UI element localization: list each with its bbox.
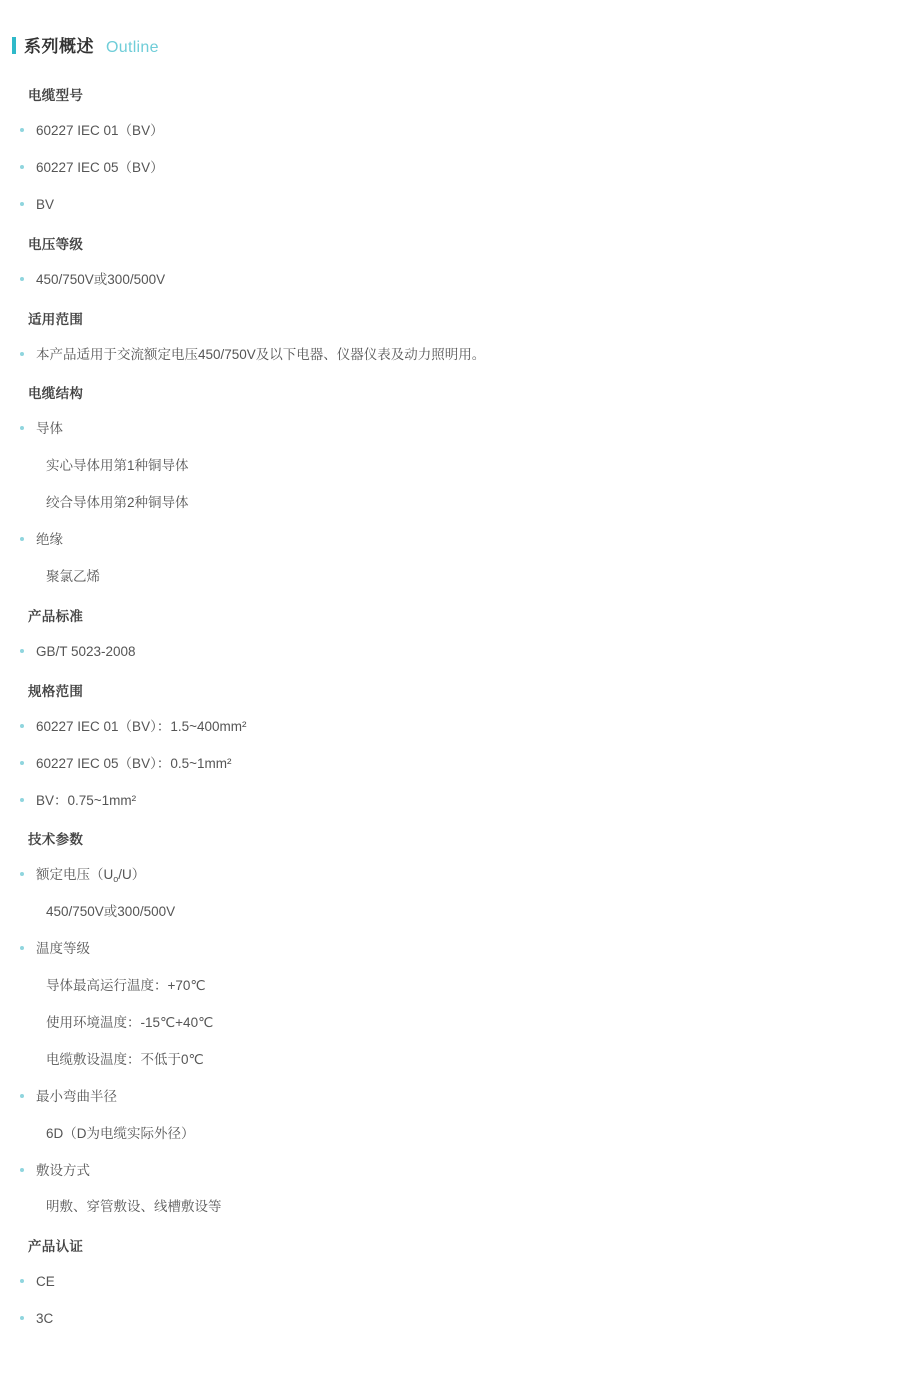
bullet-item: 绝缘 xyxy=(18,522,900,559)
group-title: 适用范围 xyxy=(28,311,84,327)
bullet-item: 450/750V或300/500V xyxy=(18,262,900,299)
group-title: 规格范围 xyxy=(28,683,84,699)
detail-text: 导体最高运行温度：+70℃ xyxy=(46,978,206,994)
group-title: 产品标准 xyxy=(28,608,84,624)
bullet-item: 3C xyxy=(18,1301,900,1338)
detail-text: 明敷、穿管敷设、线槽敷设等 xyxy=(46,1199,222,1215)
outline-group xyxy=(18,596,900,671)
bullet-item: 本产品适用于交流额定电压450/750V及以下电器、仪器仪表及动力照明用。 xyxy=(18,337,900,374)
bullet-item: BV xyxy=(18,187,900,224)
page-title: 系列概述 xyxy=(24,37,94,56)
bullet-item: 最小弯曲半径 xyxy=(18,1079,900,1116)
detail-text: 6D（D为电缆实际外径） xyxy=(46,1125,195,1141)
bullet-item: 温度等级 xyxy=(18,931,900,968)
section-header xyxy=(0,32,900,57)
detail-text: 450/750V或300/500V xyxy=(46,904,176,920)
outline-content xyxy=(0,75,900,1338)
detail-text: 绞合导体用第2种铜导体 xyxy=(46,495,189,511)
group-title: 电压等级 xyxy=(28,236,84,252)
outline-group xyxy=(18,75,900,224)
outline-group xyxy=(18,1226,900,1338)
outline-group xyxy=(18,299,900,374)
outline-group xyxy=(18,224,900,299)
outline-group xyxy=(18,671,900,820)
detail-text: 使用环境温度：-15℃+40℃ xyxy=(46,1015,214,1031)
detail-text: 电缆敷设温度：不低于0℃ xyxy=(46,1051,204,1067)
detail-text: 聚氯乙烯 xyxy=(46,569,100,585)
bullet-item: CE xyxy=(18,1264,900,1301)
group-title: 电缆型号 xyxy=(28,88,84,103)
bullet-item: 导体 xyxy=(18,411,900,448)
bullet-item: 额定电压$(U_o/U)$ xyxy=(18,857,900,894)
bullet-item: 敷设方式 xyxy=(18,1153,900,1190)
outline-group xyxy=(18,819,900,1226)
bullet-item: 60227 IEC 01（BV） xyxy=(18,113,900,150)
bullet-item: 60227 IEC 01（BV）：1.5~400mm² xyxy=(18,709,900,746)
bullet-item: 60227 IEC 05（BV）：0.5~1mm² xyxy=(18,746,900,783)
group-title: 电缆结构 xyxy=(28,386,84,402)
page-title-english: Outline xyxy=(106,39,159,56)
group-title: 产品认证 xyxy=(28,1239,84,1255)
detail-text: 实心导体用第1种铜导体 xyxy=(46,458,189,474)
group-title: 技术参数 xyxy=(28,832,84,848)
bullet-item: 60227 IEC 05（BV） xyxy=(18,150,900,187)
accent-bar-icon xyxy=(12,37,16,54)
bullet-item: GB/T 5023-2008 xyxy=(18,634,900,671)
bullet-item: BV：0.75~1mm² xyxy=(18,783,900,820)
outline-group xyxy=(18,373,900,595)
